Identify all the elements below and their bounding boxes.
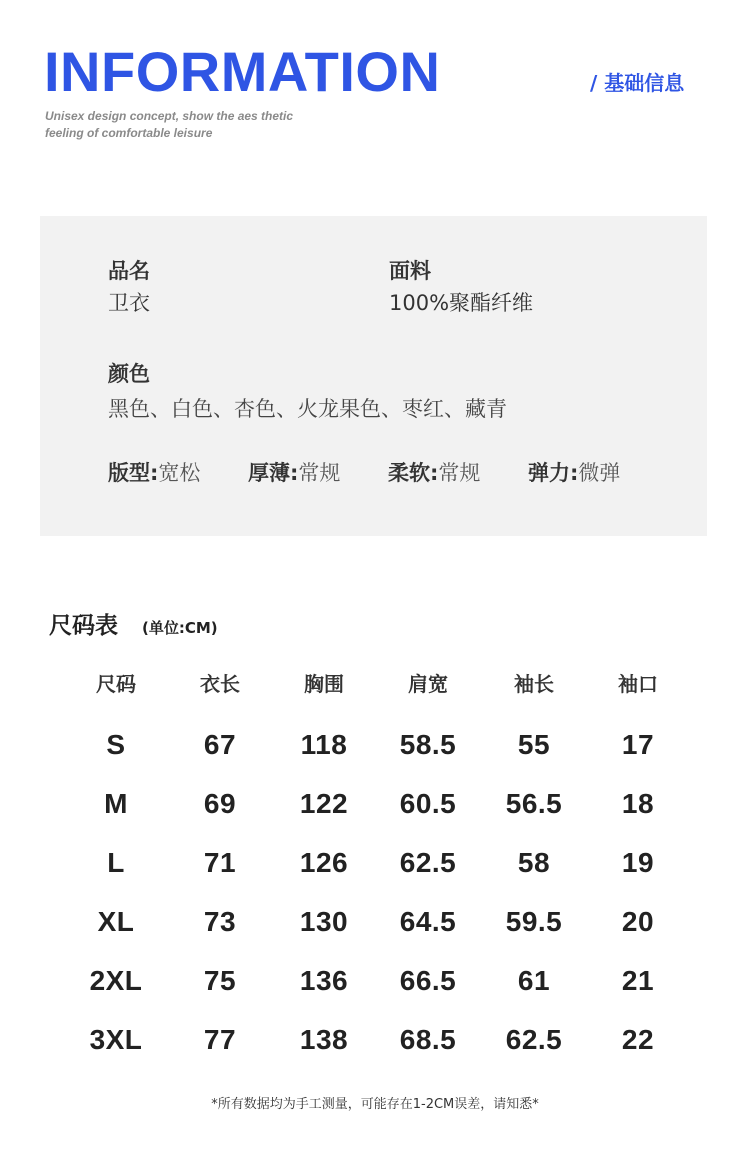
fabric-value: 100%聚酯纤维 (389, 291, 534, 315)
attr-softness-value: 常规 (438, 461, 481, 485)
size-value: 68.5 (399, 1024, 457, 1055)
size-value: 118 (300, 729, 348, 760)
size-value: 122 (299, 788, 349, 819)
attr-elasticity (528, 463, 620, 484)
size-value: 20 (621, 906, 655, 937)
subtitle (45, 108, 345, 142)
subtitle-line-2: feeling of comfortable leisure (45, 126, 213, 140)
size-value: 17 (621, 729, 655, 760)
fabric-label: 面料 (389, 259, 431, 283)
size-value: 73 (203, 906, 237, 937)
size-value: 62.5 (399, 847, 457, 878)
size-value: 126 (299, 847, 349, 878)
size-value: 66.5 (399, 965, 457, 996)
size-label: S (106, 729, 126, 760)
size-value: 19 (621, 847, 655, 878)
size-value: 69 (203, 788, 237, 819)
size-value: 138 (299, 1024, 349, 1055)
size-label: 3XL (89, 1024, 143, 1055)
page-title: INFORMATION (44, 40, 441, 103)
column-header: 胸围 (304, 672, 344, 696)
size-chart-title: 尺码表 (49, 613, 118, 639)
size-value: 61 (517, 965, 551, 996)
column-header: 肩宽 (408, 672, 448, 696)
size-value: 55 (517, 729, 551, 760)
size-value: 22 (621, 1024, 655, 1055)
attr-elasticity-value: 微弹 (578, 461, 621, 485)
color-value: 黑色、白色、杏色、火龙果色、枣红、藏青 (108, 397, 507, 421)
size-chart-unit: (单位:CM) (142, 619, 218, 637)
attr-fit-value: 宽松 (158, 461, 201, 485)
name-label: 品名 (108, 259, 150, 283)
size-label: L (107, 847, 125, 878)
attr-softness (388, 463, 480, 484)
size-value: 21 (621, 965, 655, 996)
attr-thickness-label: 厚薄: (248, 461, 299, 485)
size-value: 59.5 (505, 906, 563, 937)
color-label: 颜色 (108, 362, 150, 386)
column-header: 尺码 (96, 672, 136, 696)
size-value: 130 (299, 906, 349, 937)
info-panel (40, 216, 707, 536)
size-label: 2XL (89, 965, 143, 996)
size-value: 71 (203, 847, 237, 878)
size-value: 56.5 (505, 788, 563, 819)
size-value: 60.5 (399, 788, 457, 819)
size-label: XL (97, 906, 135, 937)
attr-thickness (248, 463, 340, 484)
column-header: 衣长 (200, 672, 240, 696)
attr-fit (108, 463, 200, 484)
size-value: 64.5 (399, 906, 457, 937)
size-value: 62.5 (505, 1024, 563, 1055)
subtitle-line-1: Unisex design concept, show the aes thetic (45, 109, 294, 123)
size-value: 58.5 (399, 729, 457, 760)
column-header: 袖长 (514, 672, 554, 696)
column-header: 袖口 (618, 672, 658, 696)
measurement-note: *所有数据均为手工测量，可能存在1-2CM误差，请知悉* (211, 1097, 539, 1112)
size-value: 77 (203, 1024, 237, 1055)
attr-elasticity-label: 弹力: (528, 461, 579, 485)
attr-thickness-value: 常规 (298, 461, 341, 485)
size-value: 75 (203, 965, 237, 996)
size-value: 67 (203, 729, 237, 760)
size-value: 58 (517, 847, 551, 878)
section-tag: / 基础信息 (590, 71, 685, 95)
size-value: 18 (621, 788, 655, 819)
attr-softness-label: 柔软: (388, 461, 439, 485)
name-value: 卫衣 (108, 291, 150, 315)
attr-fit-label: 版型: (108, 461, 159, 485)
size-value: 136 (299, 965, 349, 996)
size-label: M (104, 788, 128, 819)
